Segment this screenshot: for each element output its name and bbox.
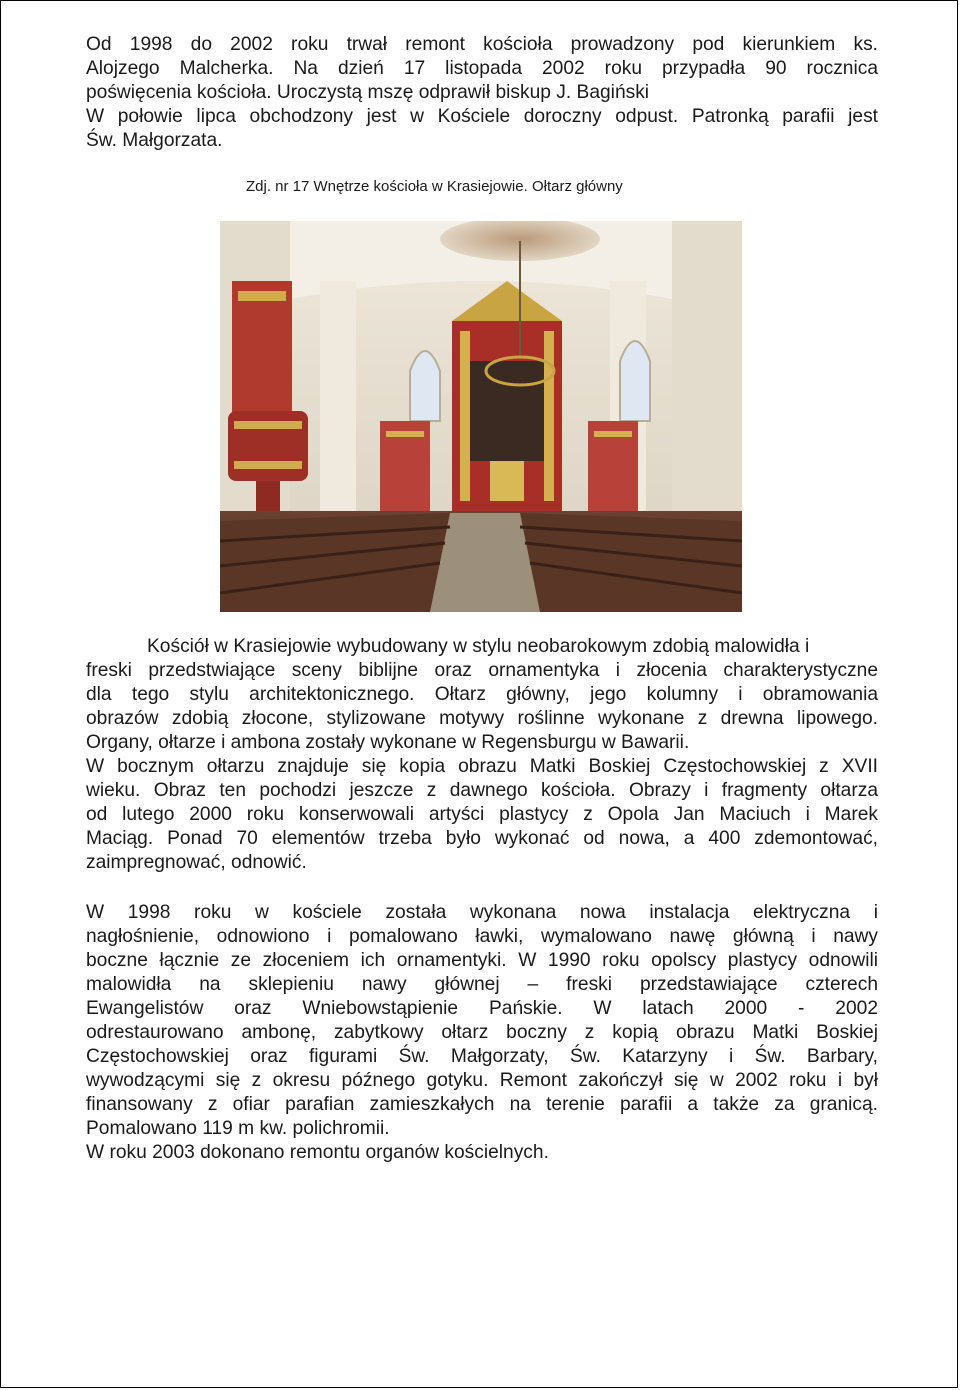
paragraph-line: Pomalowano 119 m kw. polichromii.: [86, 1118, 390, 1139]
intro-line: Alojzego Malcherka. Na dzień 17 listopada 2002 roku przypadła 90 rocznica: [86, 58, 878, 79]
paragraph-line: boczne łącznie ze złoceniem ich ornamentyki. W 1990 roku opolscy plastycy odnowili: [86, 950, 878, 971]
paragraph-line: Organy, ołtarze i ambona zostały wykonane w Regensburgu w Bawarii.: [86, 732, 690, 753]
figure-caption: Zdj. nr 17 Wnętrze kościoła w Krasiejowie. Ołtarz główny: [246, 178, 623, 195]
paragraph-line: W 1998 roku w kościele została wykonana nowa instalacja elektryczna i: [86, 902, 878, 923]
paragraph-line: Ewangelistów oraz Wniebowstąpienie Pańskie. W latach 2000 - 2002: [86, 998, 878, 1019]
paragraph-line: od lutego 2000 roku konserwowali artyści plastycy z Opola Jan Maciuch i Marek: [86, 804, 878, 825]
paragraph-line: Kościół w Krasiejowie wybudowany w stylu neobarokowym zdobią malowidła i: [147, 636, 810, 657]
church-interior-illustration: [220, 221, 742, 612]
paragraph-line: W bocznym ołtarzu znajduje się kopia obrazu Matki Boskiej Częstochowskiej z XVII: [86, 756, 878, 777]
paragraph-line: wieku. Obraz ten pochodzi jeszcze z dawnego kościoła. Obrazy i fragmenty ołtarza: [86, 780, 878, 801]
paragraph-line: odrestaurowano ambonę, zabytkowy ołtarz boczny z kopią obrazu Matki Boskiej: [86, 1022, 878, 1043]
paragraph-line: wywodzącymi się z okresu późnego gotyku. Remont zakończył się w 2002 roku i był: [86, 1070, 878, 1091]
paragraph-line: obrazów zdobią złocone, stylizowane motywy roślinne wykonane z drewna lipowego.: [86, 708, 878, 729]
intro-line: Św. Małgorzata.: [86, 130, 223, 151]
paragraph-line: zaimpregnować, odnowić.: [86, 852, 307, 873]
paragraph-line: nagłośnienie, odnowiono i pomalowano ławki, wymalowano nawę główną i nawy: [86, 926, 878, 947]
paragraph-line: freski przedstwiające sceny biblijne oraz ornamentyka i złocenia charakterystyczne: [86, 660, 878, 681]
intro-paragraph: [86, 33, 878, 153]
paragraph-line: malowidła na sklepieniu nawy głównej – freski przedstawiające czterech: [86, 974, 878, 995]
paragraph-description: [86, 635, 878, 875]
intro-line: Od 1998 do 2002 roku trwał remont kościoła prowadzony pod kierunkiem ks.: [86, 34, 878, 55]
paragraph-line: dla tego stylu architektonicznego. Ołtarz główny, jego kolumny i obramowania: [86, 684, 878, 705]
intro-line: poświęcenia kościoła. Uroczystą mszę odprawił biskup J. Bagiński: [86, 82, 650, 103]
intro-line: W połowie lipca obchodzony jest w Kościele doroczny odpust. Patronką parafii jest: [86, 106, 878, 127]
paragraph-line: W roku 2003 dokonano remontu organów kościelnych.: [86, 1142, 549, 1163]
paragraph-line: finansowany z ofiar parafian zamieszkałych na terenie parafii a także za granicą.: [86, 1094, 878, 1115]
paragraph-renovation: [86, 901, 878, 1165]
paragraph-line: Maciąg. Ponad 70 elementów trzeba było wykonać od nowa, a 400 zdemontować,: [86, 828, 878, 849]
paragraph-line: Częstochowskiej oraz figurami Św. Małgorzaty, Św. Katarzyny i Św. Barbary,: [86, 1046, 878, 1067]
church-interior-photo: [220, 221, 742, 612]
